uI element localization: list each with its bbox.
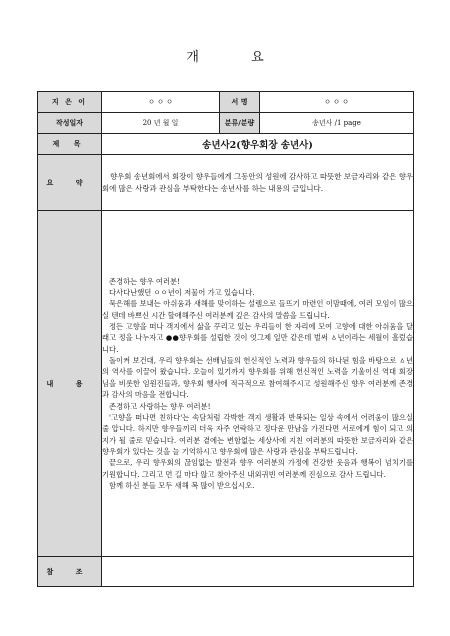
- page-title: 개 요: [186, 50, 288, 65]
- summary-row: [38, 155, 414, 211]
- content-row: [38, 211, 414, 557]
- category-label: 분류/분량: [220, 113, 260, 134]
- subject-label: 제 목: [38, 134, 102, 155]
- summary-label: 요 약: [38, 155, 102, 211]
- reference-value: [102, 557, 414, 587]
- signature-value: ㅇ ㅇ ㅇ: [260, 92, 414, 113]
- reference-row: [38, 557, 414, 587]
- author-row: [38, 92, 414, 113]
- date-value: 20 년 월 일: [102, 113, 220, 134]
- content-paragraph: 묵은해를 보내는 아쉬움과 새해를 맞이하는 설렘으로 들뜨기 마련인 이맘때에, 여러 모임이 많으실 텐데 바쁘신 시간 할애해주신 여러분께 깊은 감사의 말씀을 드립니다.: [102, 299, 413, 320]
- content-paragraph: 돌이켜 보건대, 우리 향우회는 선배님들의 헌신적인 노력과 향우들의 하나된 힘을 바탕으로 ㅿ년의 역사를 이끌어 왔습니다. 오늘이 있기까지 향우회를 위해 헌신적인 노력을 기울이신 역대 회장님을 비롯한 임원진들과, 향우회 행사에 적극적으로 참여해주시고 성원해주신 향우 여러분께 존경과 감사의 마음을 전합니다.: [102, 356, 413, 400]
- author-value: ㅇ ㅇ ㅇ: [102, 92, 220, 113]
- content-paragraph: 함께 하신 분들 모두 새해 복 많이 받으십시오.: [109, 480, 255, 490]
- reference-label: 참 조: [38, 557, 102, 587]
- category-value: 송년사 /1 page: [260, 113, 414, 134]
- author-label: 지 은 이: [38, 92, 102, 113]
- content-paragraph: 존경하고 사랑하는 향우 여러분!: [109, 401, 211, 411]
- summary-form-table: [37, 91, 414, 587]
- content-paragraph: '고향을 떠나면 친하다'는 속담처럼 각박한 객지 생활과 반복되는 일상 속에서 어려움이 많으실 줄 압니다. 하지만 향우들끼리 더욱 자주 연락하고 정다운 만남을 가진다면 서로에게 힘이 되고 의지가 될 줄로 믿습니다. 여러분 곁에는 변함없는 세상사에 지친 여러분의 따뜻한 보금자리와 같은 향우회가 있다는 것을 늘 기억하시고 향우회에 많은 사랑과 관심을 부탁드립니다.: [102, 412, 413, 456]
- subject-value: 송년사2(향우회장 송년사): [102, 134, 414, 155]
- date-label: 작성일자: [38, 113, 102, 134]
- content-paragraph: 정든 고향을 떠나 객지에서 삶을 꾸리고 있는 우리들이 한 자리에 모여 고향에 대한 아쉬움을 달래고 정을 나누자고 ●●향우회를 설립한 것이 엇그제 일만 같은데 벌써 ㅿ년이라는 세월이 흘렀습니다.: [102, 322, 413, 354]
- content-paragraph: 존경하는 향우 여러분!: [109, 276, 181, 286]
- content-label: 내 용: [38, 211, 102, 557]
- signature-label: 서 명: [220, 92, 260, 113]
- content-body: [102, 211, 414, 557]
- date-row: [38, 113, 414, 134]
- summary-text: 향우회 송년회에서 회장이 향우들에게 그동안의 성원에 감사하고 따뜻한 보금자리와 같은 향우회에 많은 사랑과 관심을 부탁한다는 송년사를 하는 내용의 글입니다.: [102, 155, 414, 211]
- content-paragraph: 다사다난했던 ㅇㅇ년이 저물어 가고 있습니다.: [109, 288, 255, 298]
- subject-row: [38, 134, 414, 155]
- content-paragraph: 끝으로, 우리 향우회의 끊임없는 발전과 향우 여러분의 가정에 건강한 웃음과 행복이 넘치기를 기원합니다. 그리고 먼 길 마다 않고 찾아주신 내외귀빈 여러분께 진심으로 감사 드립니다.: [102, 458, 413, 479]
